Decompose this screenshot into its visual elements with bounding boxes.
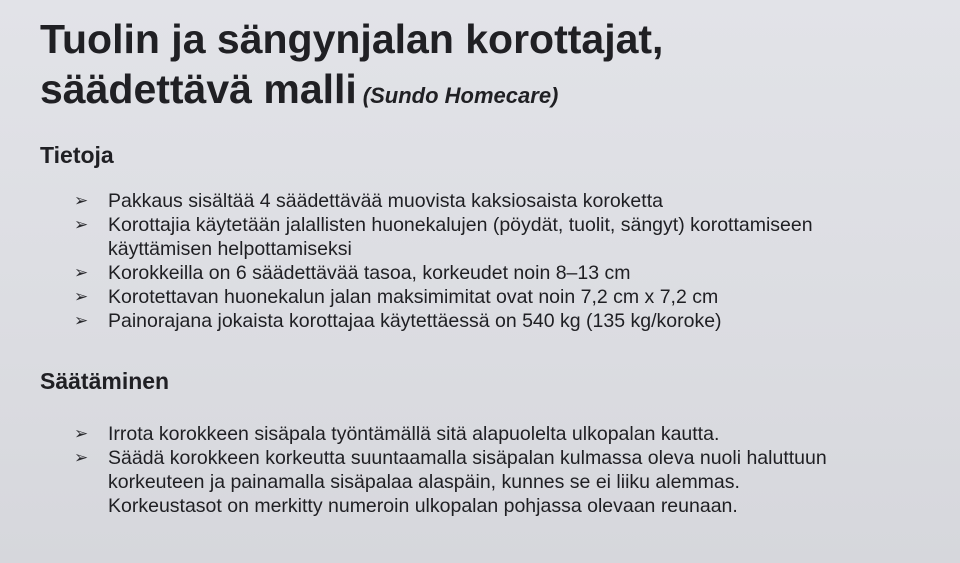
title-line-1: Tuolin ja sängynjalan korottajat, [40,16,664,62]
list-item [74,189,940,213]
bullet-list-saataminen [40,422,940,518]
list-item-text: Pakkaus sisältää 4 säädettävää muovista kaksiosaista koroketta [108,190,663,212]
list-item-text-continued: korkeuteen ja painamalla sisäpalaa alaspäin, kunnes se ei liiku alemmas. [108,471,740,493]
list-item [74,446,940,518]
list-item-text: Painorajana jokaista korottajaa käytettäessä on 540 kg (135 kg/koroke) [108,310,722,332]
section-heading-tietoja: Tietoja [40,142,114,168]
list-item-text-continued: käyttämisen helpottamiseksi [108,238,352,260]
page-title [40,14,940,121]
list-item-text: Säädä korokkeen korkeutta suuntaamalla sisäpalan kulmassa oleva nuoli haluttuun [108,447,827,469]
arrowhead-bullet-icon: ➢ [74,287,89,306]
section-saataminen [40,367,940,518]
arrowhead-bullet-icon: ➢ [74,215,89,234]
arrowhead-bullet-icon: ➢ [74,448,89,467]
title-line-2-text: säädettävä malli [40,66,357,112]
list-item [74,285,940,309]
arrowhead-bullet-icon: ➢ [74,191,89,210]
list-item-text: Korottajia käytetään jalallisten huonekalujen (pöydät, tuolit, sängyt) korottamiseen [108,214,813,236]
title-line-2 [40,64,940,121]
list-item [74,261,940,285]
bullet-list-tietoja [40,189,940,333]
list-item-text-continued: Korkeustasot on merkitty numeroin ulkopalan pohjassa olevaan reunaan. [108,495,738,517]
list-item [74,213,940,261]
arrowhead-bullet-icon: ➢ [74,424,89,443]
list-item-text: Irrota korokkeen sisäpala työntämällä sitä alapuolelta ulkopalan kautta. [108,423,720,445]
list-item [74,422,940,446]
brand-name: (Sundo Homecare) [362,83,559,108]
arrowhead-bullet-icon: ➢ [74,311,89,330]
section-heading-saataminen: Säätäminen [40,368,170,394]
list-item-text: Korotettavan huonekalun jalan maksimimitat ovat noin 7,2 cm x 7,2 cm [108,286,719,308]
list-item [74,309,940,333]
section-tietoja [40,141,940,333]
arrowhead-bullet-icon: ➢ [74,263,89,282]
list-item-text: Korokkeilla on 6 säädettävää tasoa, korkeudet noin 8–13 cm [108,262,631,284]
